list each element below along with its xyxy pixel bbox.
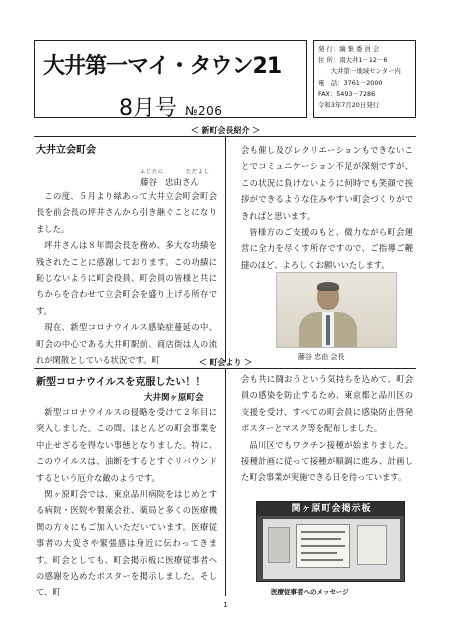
article-body-right [241, 371, 413, 486]
poster-left [268, 527, 290, 563]
poster-right [357, 525, 387, 565]
article-body-right [241, 142, 413, 273]
photo-figure-tie [326, 315, 330, 345]
paragraph: 新型コロナウイルスの侵略を受けて２年目に突入しました。この間、ほとんどの町会事業を中止せざるを得ない事態となりました。特に、このウイルスは、油断をするとすぐリバウンドするという厄介な敵のようです。 [36, 407, 217, 483]
chairperson-photo [276, 272, 397, 348]
newsletter-title: 大井第一マイ・タウン21 [43, 54, 282, 79]
issue-line [119, 91, 222, 122]
article-body-left [36, 188, 217, 368]
poster-text-line [301, 538, 341, 540]
paragraph: 会も催し及びレクリエーションもできないことでコミュニケーション不足が深刻ですが、この状況に負けないように何時でも笑顔で挨拶ができるような住みやすい町会づくりができればと思います。 [241, 145, 413, 221]
section-heading-new-chair: ＜ 新町会長紹介 ＞ [190, 126, 261, 135]
poster-text-line [301, 559, 343, 561]
photo-caption: 藤谷 忠由 会長 [298, 353, 345, 361]
paragraph: 品川区でもワクチン接種が始まりました。接種計画に従って接種が順調に進み、計画した町会事業が実施できる日を待っています。 [241, 439, 413, 483]
poster-text-line [301, 531, 345, 533]
photo-caption: 医療従事者へのメッセージ [271, 588, 349, 596]
paragraph: 会も共に闘おうという気持ちを込めて、町会員の感染を防止するため、東京都と品川区の支援を受け、すべての町会員に感染防止啓発ポスターとマスク等を配布しました。 [241, 374, 413, 434]
reading-surname: ふじたに [140, 169, 165, 175]
notice-board-panel [263, 519, 400, 579]
phone-line: 電 話：3761－2000 [318, 78, 383, 87]
article-title: 新型コロナウイルスを克服したい！！ [36, 377, 206, 388]
paragraph: 坪井さんは８年間会長を務め、多大な功績を残されたことに感謝しております。この功績に恥じないように町会役員、町会員の皆様と共にちからを合わせて立会町会を盛り上げる所存です。 [36, 240, 217, 316]
fax-line: FAX：5493－7286 [318, 89, 376, 98]
section-heading-from-council: ＜ 町会より ＞ [198, 358, 253, 367]
address-line-2: 大井第一地域センター内 [318, 67, 401, 76]
author-name [140, 176, 199, 188]
reading-given: ただよし [186, 169, 211, 175]
publisher-line: 発 行：編 集 委 員 会 [318, 45, 380, 53]
publisher-info-box [313, 40, 416, 118]
address-line: 住 所：南大井1－12－6 [318, 56, 388, 65]
issue-date-line: 令和3年7月20日発行 [318, 101, 379, 110]
paragraph: 現在、新型コロナウイルス感染症蔓延の中、町会の中心である大井町駅前、商店街は人の流れが閑散としている状況です。町 [36, 322, 217, 366]
poster-text-line [301, 545, 345, 547]
notice-board-sign: 関ヶ原町会掲示板 [257, 502, 405, 516]
masthead [34, 40, 307, 121]
issue-month: 8月号 [119, 96, 177, 121]
paragraph: 皆様方のご支援のもと、微力ながら町会運営に全力を尽くす所存ですので、ご指導ご鞭撻のほど、よろしくお願いいたします。 [241, 227, 413, 270]
paragraph: この度、５月より緑あって大井立会町会町会長を前会長の坪井さんから引き継ぐことになりました。 [36, 191, 217, 234]
page-number: 1 [223, 601, 228, 609]
paragraph: 関ヶ原町会では、東京品川病院をはじめとする病院・医院や製薬会社、薬局と多くの医療機関の方々にもご加入いただいています。医療従事者の大変さや緊張感は身近に伝わってきます。町会としても、町会掲示板に医療従事者への感謝を込めたポスターを掲示しました。そして、町 [36, 489, 217, 598]
name-reading [140, 168, 232, 175]
issue-number: №206 [185, 104, 223, 118]
author-given: 忠由さん [165, 178, 200, 188]
article-byline: 大井関ヶ原町会 [144, 393, 204, 403]
photo-figure-hair [317, 282, 339, 291]
notice-board-photo [256, 501, 405, 582]
author-surname: 藤谷 [140, 178, 158, 188]
article-title: 大井立会町会 [36, 145, 96, 156]
column-divider [225, 369, 226, 596]
poster-message [296, 524, 350, 568]
article-body-left [36, 404, 217, 601]
poster-text-line [301, 552, 337, 554]
